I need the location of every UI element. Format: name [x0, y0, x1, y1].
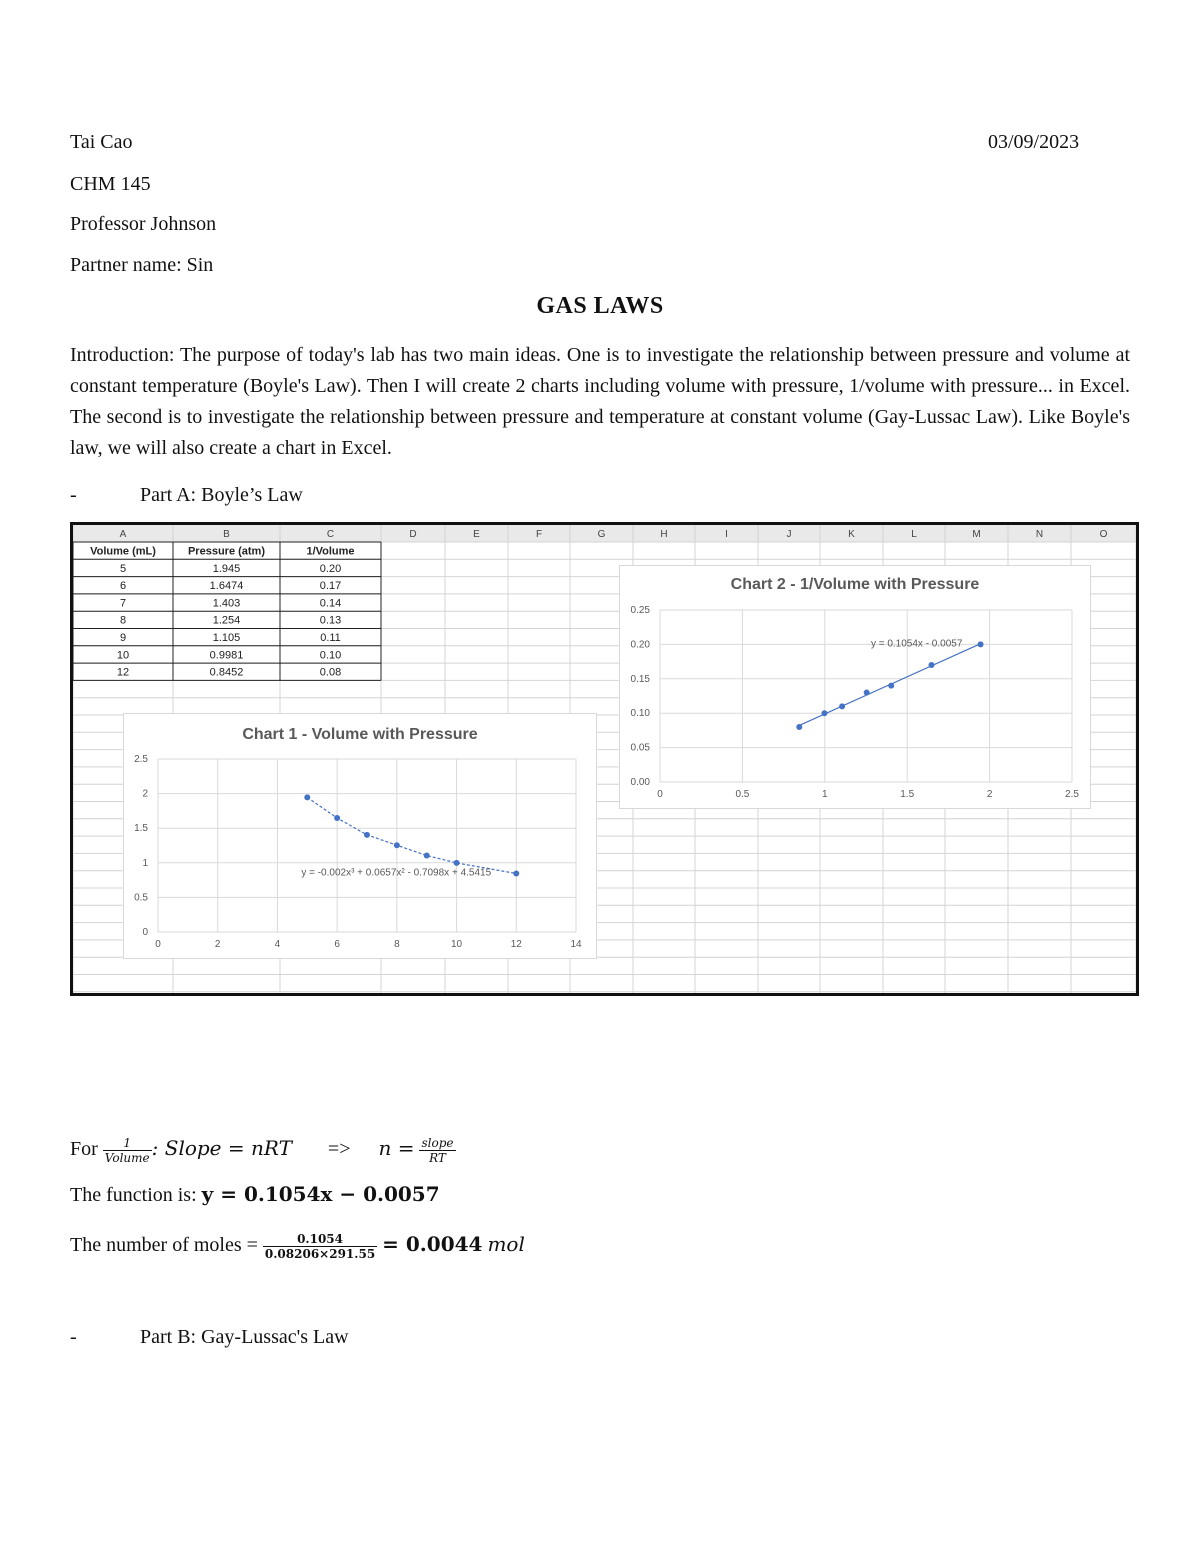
function-equation: y = 0.1054x − 0.0057 — [201, 1182, 440, 1206]
part-a-heading — [70, 483, 303, 507]
slope-over-rt-fraction — [419, 1136, 455, 1165]
table-cell: 10 — [116, 649, 130, 662]
table-header-cell: 1/Volume — [306, 545, 355, 558]
function-line — [70, 1182, 440, 1207]
part-b-label: Part B: Gay-Lussac's Law — [140, 1326, 349, 1348]
table-cell: 6 — [119, 580, 127, 593]
y-tick-label: 0.25 — [630, 605, 650, 616]
column-letter: F — [535, 529, 543, 540]
chart-1-trendline-equation: y = -0.002x³ + 0.0657x² - 0.7098x + 4.5415 — [301, 867, 492, 879]
table-cell: 0.08 — [319, 666, 342, 679]
column-letter: N — [1035, 529, 1044, 540]
partner-name: Partner name: Sin — [70, 254, 214, 276]
moles-fraction — [263, 1232, 377, 1261]
for-label: For — [70, 1138, 98, 1160]
table-header-cell: Volume (mL) — [90, 545, 156, 558]
x-tick-label: 0.5 — [735, 789, 750, 800]
table-cell: 5 — [119, 562, 127, 575]
y-tick-label: 2 — [142, 788, 148, 800]
y-tick-label: 0.20 — [630, 639, 650, 651]
chart-2-plot — [620, 566, 1090, 808]
data-point — [454, 860, 460, 866]
part-a-label: Part A: Boyle’s Law — [140, 484, 303, 506]
chart-2 — [619, 565, 1091, 809]
table-cell: 1.254 — [212, 614, 241, 627]
y-tick-label: 2.5 — [134, 754, 148, 765]
chart-1-title: Chart 1 - Volume with Pressure — [242, 726, 478, 743]
part-b-heading — [70, 1325, 349, 1349]
bullet-dash: - — [70, 484, 77, 506]
y-tick-label: 0.5 — [134, 892, 148, 904]
table-cell: 7 — [119, 597, 127, 610]
fraction-numerator: 1 — [103, 1136, 152, 1151]
data-point — [334, 815, 340, 821]
column-letter: O — [1099, 529, 1108, 540]
data-point — [394, 842, 400, 848]
data-point — [796, 724, 802, 730]
column-letter: J — [786, 529, 792, 540]
table-cell: 0.8452 — [209, 666, 244, 679]
fraction-numerator: slope — [421, 1135, 454, 1150]
x-tick-label: 4 — [274, 939, 281, 950]
x-tick-label: 1.5 — [900, 789, 915, 800]
x-tick-label: 2 — [214, 939, 221, 950]
function-label: The function is: — [70, 1184, 197, 1206]
data-point — [513, 871, 519, 877]
data-point — [304, 794, 310, 800]
x-tick-label: 8 — [394, 939, 400, 950]
chart-1 — [123, 713, 597, 959]
table-cell: 1.945 — [212, 562, 241, 575]
chart-2-trendline-equation: y = 0.1054x - 0.0057 — [870, 638, 963, 650]
y-tick-label: 0 — [142, 927, 148, 938]
column-letter: M — [972, 529, 981, 540]
table-cell: 0.10 — [319, 649, 342, 662]
table-cell: 1.403 — [212, 597, 241, 610]
y-tick-label: 0.10 — [630, 708, 650, 720]
table-cell: 0.14 — [319, 597, 342, 610]
x-tick-label: 2.5 — [1065, 789, 1079, 800]
table-cell: 0.13 — [319, 614, 342, 627]
column-letter: L — [911, 529, 917, 540]
x-tick-label: 0 — [155, 939, 161, 950]
slope-equation: : Slope = nRT — [151, 1136, 292, 1160]
data-point — [821, 710, 827, 716]
data-point — [864, 690, 870, 696]
table-cell: 1.6474 — [209, 580, 244, 593]
x-tick-label: 6 — [334, 939, 340, 950]
professor-name: Professor Johnson — [70, 213, 217, 235]
moles-unit: mol — [487, 1232, 525, 1256]
y-tick-label: 0.00 — [630, 777, 650, 788]
document-title: GAS LAWS — [536, 293, 664, 319]
column-letter: E — [473, 529, 480, 540]
course-name: CHM 145 — [70, 173, 151, 195]
fraction-numerator: 0.1054 — [263, 1232, 377, 1247]
x-tick-label: 2 — [986, 789, 993, 800]
moles-result: = 0.0044 — [382, 1232, 483, 1256]
table-cell: 0.11 — [320, 632, 341, 644]
x-tick-label: 1 — [822, 789, 828, 800]
data-point — [978, 641, 984, 647]
moles-line — [70, 1222, 525, 1266]
data-point — [928, 662, 934, 668]
x-tick-label: 0 — [657, 789, 663, 800]
x-tick-label: 10 — [451, 939, 463, 950]
data-point — [839, 703, 845, 709]
slope-formula-line — [70, 1128, 456, 1168]
introduction-paragraph: Introduction: The purpose of today's lab has two main ideas. One is to investigate the relationship between pressure and volume at constant temperature (Boyle's Law). Then I will create 2 charts including volume with pressure, 1/volume with pressure... in Excel. The second is to investigate the relationship between pressure and temperature at constant volume (Gay-Lussac Law). Like Boyle's law, we will also create a chart in Excel. — [70, 344, 1130, 459]
y-tick-label: 1.5 — [134, 823, 148, 835]
column-letter: G — [597, 529, 606, 540]
column-letter: D — [409, 529, 417, 540]
fraction-denominator: Volume — [104, 1150, 150, 1165]
table-cell: 0.17 — [319, 580, 342, 593]
one-over-volume-fraction — [103, 1136, 152, 1165]
moles-label: The number of moles = — [70, 1234, 258, 1256]
column-letter: C — [326, 529, 335, 540]
column-letter: A — [119, 529, 127, 540]
table-cell: 1.105 — [212, 632, 241, 644]
table-cell: 8 — [119, 614, 127, 627]
column-letter: H — [660, 529, 668, 540]
table-cell: 12 — [116, 666, 130, 679]
fraction-denominator: RT — [429, 1150, 446, 1165]
implies-arrow: => — [327, 1138, 351, 1160]
n-equals: n = — [378, 1136, 415, 1160]
x-tick-label: 14 — [570, 939, 582, 950]
y-tick-label: 0.15 — [630, 673, 650, 685]
column-letter: B — [223, 529, 230, 540]
chart-1-plot — [124, 714, 596, 958]
table-cell: 0.20 — [319, 562, 342, 575]
x-tick-label: 12 — [510, 939, 522, 950]
data-point — [364, 832, 370, 838]
data-point — [424, 853, 430, 859]
column-letter: K — [848, 529, 855, 540]
document-date: 03/09/2023 — [988, 131, 1080, 153]
fraction-denominator: 0.08206×291.55 — [264, 1246, 376, 1261]
author-name: Tai Cao — [70, 131, 133, 153]
trendline — [307, 797, 516, 873]
spreadsheet-screenshot — [70, 522, 1139, 996]
column-letter: I — [725, 529, 728, 540]
table-header-cell: Pressure (atm) — [187, 545, 266, 558]
y-tick-label: 0.05 — [630, 742, 650, 754]
bullet-dash: - — [70, 1326, 77, 1348]
chart-2-title: Chart 2 - 1/Volume with Pressure — [730, 576, 980, 593]
table-cell: 9 — [119, 632, 127, 644]
data-point — [888, 683, 894, 689]
y-tick-label: 1 — [142, 857, 148, 869]
table-cell: 0.9981 — [209, 649, 244, 662]
